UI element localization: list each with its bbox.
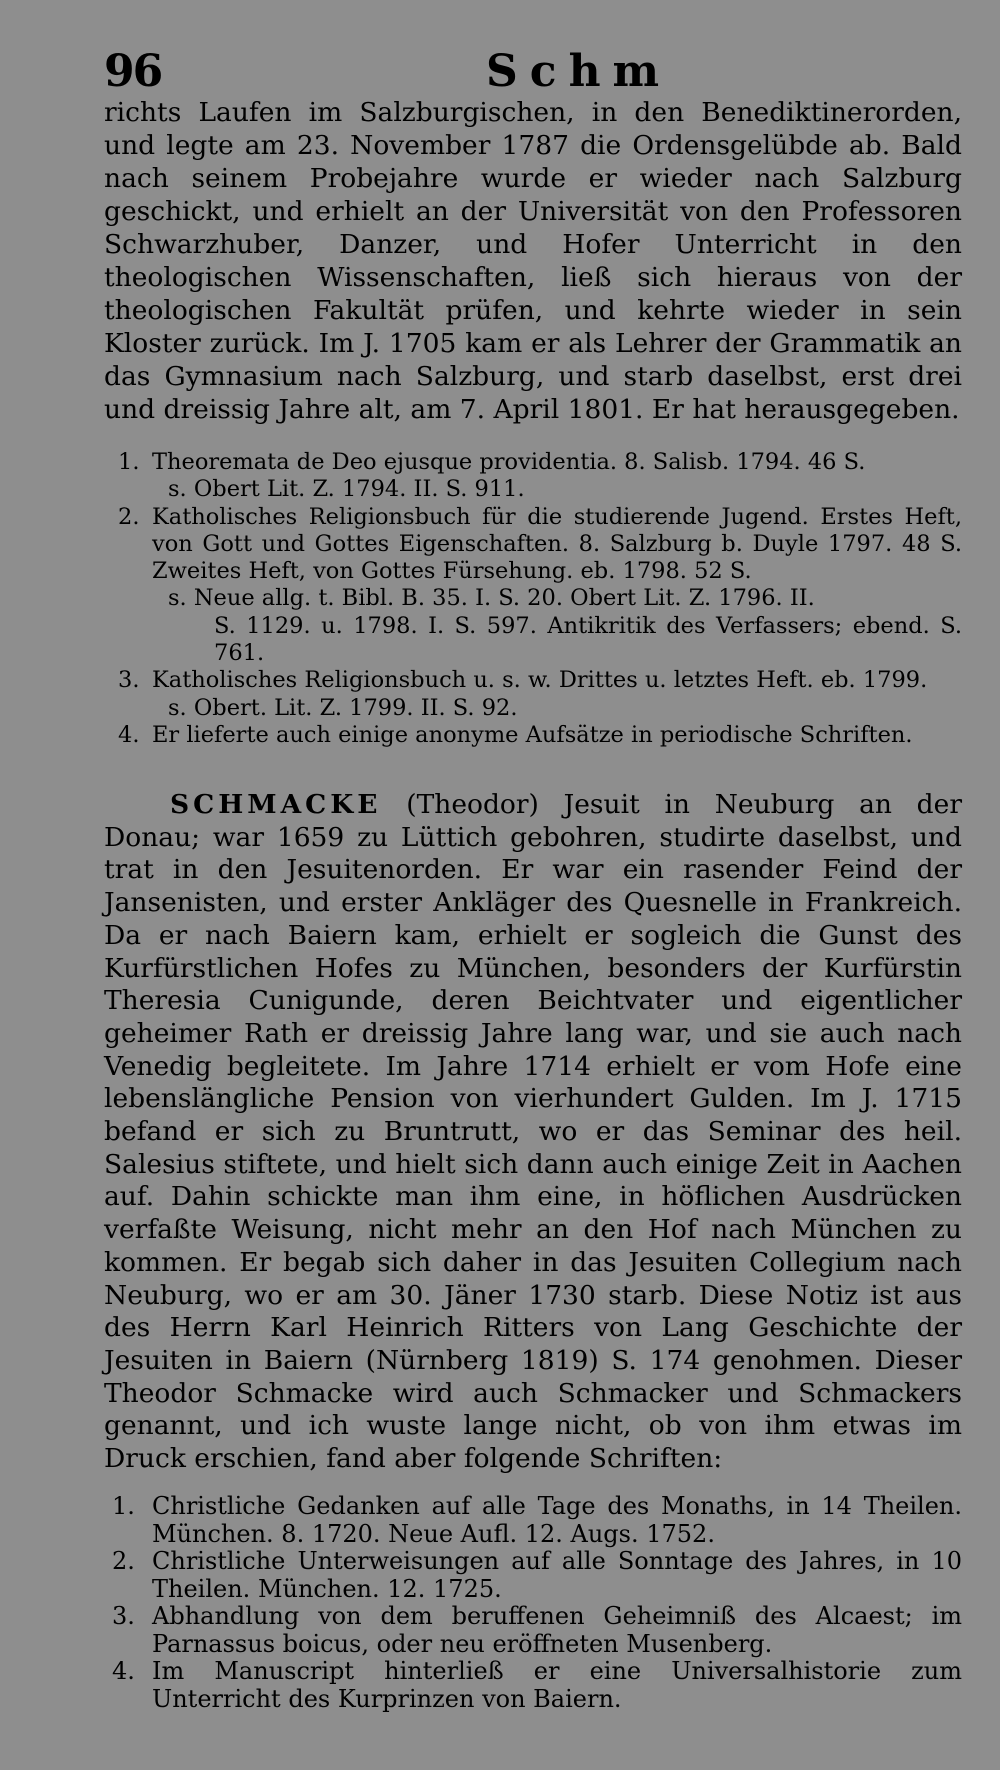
item-text: Katholisches Religionsbuch für die studierende Jugend. Erstes Heft, von Gott und Gottes Eigenschaften. 8. Salzburg b. Duyle 1797. 48 S. Zweites Heft, von Gottes Fürsehung. eb. 1798. 52 S. bbox=[152, 503, 962, 585]
item-text: Theoremata de Deo ejusque providentia. 8. Salisb. 1794. 46 S. bbox=[152, 449, 866, 475]
item-reference-line: s. Neue allg. t. Bibl. B. 35. I. S. 20. Obert Lit. Z. 1796. II. bbox=[168, 585, 815, 612]
item-text: Katholisches Religionsbuch u. s. w. Drittes u. letztes Heft. eb. 1799. bbox=[152, 667, 928, 694]
item-number: 3. bbox=[118, 667, 140, 694]
page-number: 96 bbox=[104, 46, 162, 97]
works-list-item bbox=[112, 1603, 962, 1658]
item-reference-continuation: S. 1129. u. 1798. I. S. 597. Antikritik des Verfassers; ebend. S. 761. bbox=[214, 612, 962, 667]
continued-entry-paragraph: richts Laufen im Salzburgischen, in den Benediktinerorden, und legte am 23. November 1787 die Ordensgelübde ab. Bald nach seinem Probejahre wurde er wieder nach Salzburg geschickt, und erhielt an der Universität von den Professoren Schwarzhuber, Danzer, und Hofer Unterricht in den theologischen Wissenschaften, ließ sich hieraus von der theologischen Fakultät prüfen, und kehrte wieder in sein Kloster zurück. Im J. 1705 kam er als Lehrer der Grammatik an das Gymnasium nach Salzburg, und starb daselbst, erst drei und dreissig Jahre alt, am 7. April 1801. Er hat herausgegeben. bbox=[104, 97, 962, 425]
item-reference bbox=[152, 585, 962, 667]
running-head: Schm bbox=[486, 46, 672, 97]
works-list-item bbox=[112, 1548, 962, 1603]
page-header bbox=[104, 46, 964, 96]
works-list-item bbox=[118, 722, 962, 749]
entry-schmacke bbox=[104, 789, 962, 1476]
works-list-item bbox=[118, 449, 962, 504]
item-number: 4. bbox=[112, 1657, 135, 1685]
item-text: Christliche Gedanken auf alle Tage des Monaths, in 14 Theilen. München. 8. 1720. Neue Aufl. 12. Augs. 1752. bbox=[152, 1492, 962, 1548]
item-number: 4. bbox=[118, 721, 140, 748]
item-number: 1. bbox=[118, 449, 140, 475]
entry-headword: SCHMACKE bbox=[170, 789, 382, 820]
entry-text: (Theodor) Jesuit in Neuburg an der Donau; war 1659 zu Lüttich gebohren, studirte daselbst, und trat in den Jesuitenorden. Er war ein rasender Feind der Jansenisten, und erster Ankläger des Quesnelle in Frankreich. Da er nach Baiern kam, erhielt er sogleich die Gunst des Kurfürstlichen Hofes zu München, besonders der Kurfürstin Theresia Cunigunde, deren Beichtvater und eigentlicher geheimer Rath er dreissig Jahre lang war, und sie auch nach Venedig begleitete. Im Jahre 1714 erhielt er vom Hofe eine lebenslängliche Pension von vierhundert Gulden. Im J. 1715 befand er sich zu Bruntrutt, wo er das Seminar des heil. Salesius stiftete, und hielt sich dann auch einige Zeit in Aachen auf. Dahin schickte man ihm eine, in höflichen Ausdrücken verfaßte Weisung, nicht mehr an den Hof nach München zu kommen. Er begab sich daher in das Jesuiten Collegium nach Neuburg, wo er am 30. Jäner 1730 starb. Diese Notiz ist aus des Herrn Karl Heinrich Ritters von Lang Geschichte der Jesuiten in Baiern (Nürnberg 1819) S. 174 genohmen. Dieser Theodor Schmacke wird auch Schmacker und Schmackers genannt, und ich wuste lange nicht, ob von ihm etwas im Druck erschien, fand aber folgende Schriften: bbox=[104, 789, 962, 1475]
works-list-item bbox=[118, 667, 962, 722]
item-text: Im Manuscript hinterließ er eine Universalhistorie zum Unterricht des Kurprinzen von Baiern. bbox=[152, 1657, 962, 1713]
works-list-previous-entry bbox=[118, 449, 962, 749]
item-number: 1. bbox=[112, 1492, 135, 1520]
item-reference: s. Obert. Lit. Z. 1799. II. S. 92. bbox=[168, 694, 518, 721]
item-text: Abhandlung von dem beruffenen Geheimniß des Alcaest; im Parnassus boicus, oder neu eröffneten Musenberg. bbox=[152, 1602, 962, 1658]
works-list-item bbox=[112, 1493, 962, 1548]
item-reference: s. Obert Lit. Z. 1794. II. S. 911. bbox=[168, 476, 525, 503]
works-list-item bbox=[118, 504, 962, 668]
item-number: 3. bbox=[112, 1602, 135, 1630]
item-number: 2. bbox=[118, 503, 140, 530]
works-list-item bbox=[112, 1658, 962, 1713]
item-text: Er lieferte auch einige anonyme Aufsätze in periodische Schriften. bbox=[152, 721, 913, 748]
item-number: 2. bbox=[112, 1547, 135, 1575]
works-list-schmacke bbox=[112, 1493, 962, 1713]
item-text: Christliche Unterweisungen auf alle Sonntage des Jahres, in 10 Theilen. München. 12. 1725. bbox=[152, 1547, 962, 1603]
